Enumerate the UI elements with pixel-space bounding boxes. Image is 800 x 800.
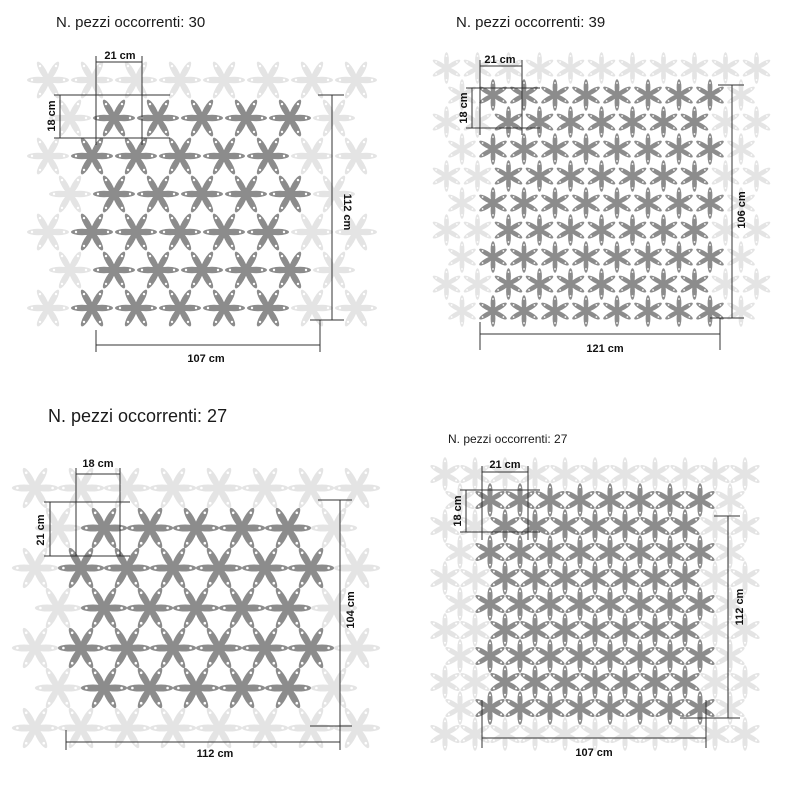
star-tile-icon	[714, 483, 746, 517]
star-tile-icon	[609, 457, 641, 491]
star-tile-icon	[669, 457, 701, 491]
star-tile-icon	[669, 717, 701, 751]
star-tile-icon	[624, 691, 656, 725]
star-tile-icon	[564, 691, 596, 725]
star-tile-icon	[669, 561, 701, 595]
star-tile-icon	[549, 665, 581, 699]
star-tile-icon	[489, 665, 521, 699]
star-tile-icon	[639, 561, 671, 595]
panel-2-tile-width: 21 cm	[484, 54, 516, 66]
star-tile-icon	[579, 509, 611, 543]
star-tile-icon	[609, 509, 641, 543]
star-tile-icon	[594, 483, 626, 517]
panel-4-tile-height: 18 cm	[452, 495, 464, 527]
star-tile-icon	[474, 587, 506, 621]
star-tile-icon	[489, 561, 521, 595]
star-tile-icon	[534, 587, 566, 621]
panel-2-tile-height: 18 cm	[458, 92, 470, 124]
star-tile-icon	[564, 587, 596, 621]
star-tile-icon	[684, 587, 716, 621]
star-tile-icon	[429, 457, 461, 491]
star-tile-icon	[519, 509, 551, 543]
star-tile-icon	[654, 587, 686, 621]
panel-4-width: 107 cm	[575, 747, 613, 759]
star-tile-icon	[579, 613, 611, 647]
star-tile-icon	[564, 535, 596, 569]
star-tile-icon	[429, 717, 461, 751]
star-tile-icon	[684, 535, 716, 569]
star-tile-icon	[684, 639, 716, 673]
star-tile-icon	[669, 613, 701, 647]
star-tile-icon	[504, 483, 536, 517]
panel-3-tile-height: 21 cm	[35, 514, 47, 546]
star-tile-icon	[429, 613, 461, 647]
star-tile-grid	[429, 457, 761, 751]
star-tile-icon	[579, 717, 611, 751]
star-tile-icon	[654, 483, 686, 517]
star-tile-icon	[474, 639, 506, 673]
star-tile-icon	[564, 639, 596, 673]
star-tile-icon	[594, 587, 626, 621]
star-tile-icon	[534, 639, 566, 673]
panel-1-height: 112 cm	[341, 193, 353, 231]
star-tile-icon	[519, 613, 551, 647]
star-tile-icon	[459, 665, 491, 699]
panel-3-tile-width: 18 cm	[82, 458, 114, 470]
star-tile-icon	[579, 665, 611, 699]
star-tile-icon	[639, 457, 671, 491]
panel-3-width: 112 cm	[196, 748, 234, 760]
star-tile-icon	[429, 561, 461, 595]
star-tile-icon	[579, 561, 611, 595]
panel-1-tile-height: 18 cm	[46, 100, 58, 132]
star-tile-icon	[489, 717, 521, 751]
star-tile-icon	[504, 535, 536, 569]
star-tile-icon	[669, 509, 701, 543]
panel-2-width: 121 cm	[586, 343, 624, 355]
star-tile-icon	[699, 509, 731, 543]
star-tile-icon	[684, 483, 716, 517]
star-tile-icon	[729, 457, 761, 491]
star-tile-icon	[444, 535, 476, 569]
panel-1-tile-width: 21 cm	[104, 50, 136, 62]
star-tile-icon	[519, 457, 551, 491]
star-tile-icon	[729, 509, 761, 543]
star-tile-icon	[669, 665, 701, 699]
star-tile-icon	[594, 535, 626, 569]
panel-3-title: N. pezzi occorrenti: 27	[48, 406, 228, 426]
star-tile-icon	[609, 717, 641, 751]
star-tile-icon	[459, 717, 491, 751]
star-tile-icon	[549, 457, 581, 491]
star-tile-icon	[444, 639, 476, 673]
star-tile-icon	[654, 639, 686, 673]
star-tile-icon	[699, 665, 731, 699]
star-tile-icon	[729, 665, 761, 699]
star-tile-icon	[444, 587, 476, 621]
star-tile-icon	[429, 665, 461, 699]
star-tile-icon	[624, 587, 656, 621]
star-tile-icon	[729, 717, 761, 751]
star-tile-icon	[594, 639, 626, 673]
star-tile-icon	[474, 691, 506, 725]
star-tile-icon	[654, 691, 686, 725]
star-tile-icon	[519, 561, 551, 595]
star-tile-icon	[624, 535, 656, 569]
star-tile-icon	[519, 665, 551, 699]
star-tile-icon	[459, 561, 491, 595]
panel-1-width: 107 cm	[187, 353, 225, 365]
star-tile-icon	[459, 457, 491, 491]
star-tile-icon	[549, 717, 581, 751]
panel-1-title: N. pezzi occorrenti: 30	[56, 14, 206, 31]
star-tile-icon	[639, 613, 671, 647]
star-tile-icon	[714, 691, 746, 725]
star-tile-icon	[504, 691, 536, 725]
star-tile-icon	[474, 483, 506, 517]
star-tile-icon	[459, 613, 491, 647]
star-tile-icon	[684, 691, 716, 725]
star-tile-icon	[474, 535, 506, 569]
star-tile-icon	[504, 639, 536, 673]
star-tile-icon	[714, 639, 746, 673]
star-tile-icon	[549, 613, 581, 647]
star-tile-icon	[489, 613, 521, 647]
panel-2-height: 106 cm	[736, 191, 748, 229]
star-tile-icon	[594, 691, 626, 725]
panel-3-height: 104 cm	[345, 591, 357, 629]
panel-4-title: N. pezzi occorrenti: 27	[448, 432, 568, 446]
star-tile-icon	[624, 639, 656, 673]
star-tile-icon	[519, 717, 551, 751]
star-tile-icon	[534, 691, 566, 725]
star-tile-icon	[639, 717, 671, 751]
star-tile-icon	[444, 691, 476, 725]
star-tile-icon	[714, 535, 746, 569]
star-tile-icon	[624, 483, 656, 517]
panel-2-title: N. pezzi occorrenti: 39	[456, 14, 606, 31]
star-tile-icon	[654, 535, 686, 569]
star-tile-icon	[549, 509, 581, 543]
panel-4-tile-width: 21 cm	[489, 459, 521, 471]
star-tile-icon	[609, 665, 641, 699]
star-tile-icon	[564, 483, 596, 517]
star-tile-icon	[609, 613, 641, 647]
star-tile-icon	[534, 535, 566, 569]
star-tile-icon	[699, 717, 731, 751]
star-tile-icon	[639, 509, 671, 543]
star-tile-icon	[609, 561, 641, 595]
star-tile-icon	[489, 509, 521, 543]
star-tile-icon	[549, 561, 581, 595]
star-tile-icon	[534, 483, 566, 517]
star-tile-icon	[699, 457, 731, 491]
star-tile-icon	[504, 587, 536, 621]
panel-4-height: 112 cm	[734, 588, 746, 626]
star-tile-icon	[699, 561, 731, 595]
star-tile-icon	[699, 613, 731, 647]
star-tile-icon	[639, 665, 671, 699]
star-tile-icon	[579, 457, 611, 491]
